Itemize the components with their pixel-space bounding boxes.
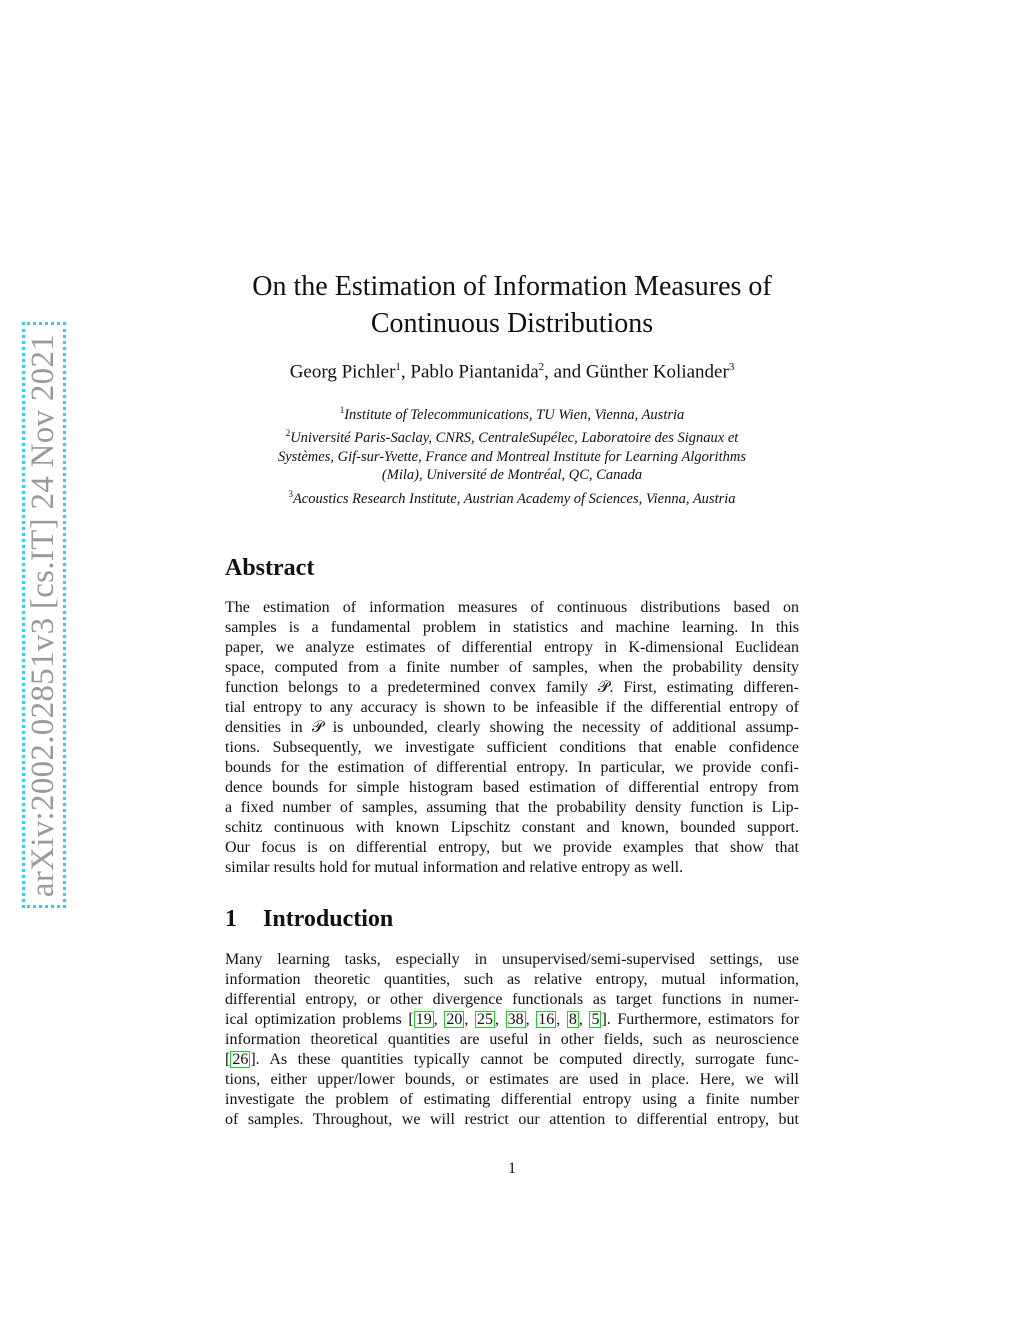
abstract-line: paper, we analyze estimates of differential entropy in K-dimensional Euclidean [225, 639, 799, 656]
intro-line: investigate the problem of estimating differential entropy using a finite number [225, 1091, 799, 1108]
section-title: Introduction [263, 906, 394, 932]
affiliation-1 [220, 401, 804, 424]
abstract-line: space, computed from a finite number of samples, when the probability density [225, 659, 799, 676]
affiliations [220, 401, 804, 508]
intro-line: Many learning tasks, especially in unsupervised/semi-supervised settings, use [225, 951, 799, 968]
introduction-body [225, 950, 799, 1130]
abstract-line: densities in 𝒫 is unbounded, clearly showing the necessity of additional assump- [225, 719, 799, 736]
intro-line-citations: ical optimization problems [ 19 , 20 , 25 , 38 , 16 , 8 , 5 ]. Furthermore, estimators for [225, 1011, 800, 1028]
title-line-1: On the Estimation of Information Measures of [252, 271, 772, 302]
intro-line: information theoretical quantities are useful in other fields, such as neuroscience [225, 1031, 799, 1048]
abstract-line: dence bounds for simple histogram based estimation of differential entropy from [225, 779, 799, 796]
intro-line: information theoretic quantities, such as relative entropy, mutual information, [225, 971, 799, 988]
affiliation-1-text: Institute of Telecommunications, TU Wien, Vienna, Austria [344, 406, 685, 423]
citation-link[interactable]: 26 [232, 1051, 249, 1068]
author-list [180, 361, 844, 383]
citation-link[interactable]: 8 [568, 1011, 577, 1028]
abstract-line: samples is a fundamental problem in statistics and machine learning. In this [225, 619, 799, 636]
affiliation-1-marker: 1 [339, 405, 345, 415]
abstract-line: function belongs to a predetermined convex family 𝒫. First, estimating differen- [225, 679, 799, 696]
citation-link[interactable]: 16 [538, 1011, 555, 1028]
author-3-affil: 3 [728, 361, 735, 373]
abstract-line: a fixed number of samples, assuming that the probability density function is Lip- [225, 799, 799, 816]
citation-link[interactable]: 25 [476, 1011, 493, 1028]
citation-link[interactable]: 5 [591, 1011, 600, 1028]
affiliation-3-text: Acoustics Research Institute, Austrian Academy of Sciences, Vienna, Austria [292, 490, 736, 507]
affiliation-2 [220, 424, 804, 447]
arxiv-id: arXiv:2002.02851v3 [cs.IT] 24 Nov 2021 [25, 333, 62, 897]
affiliation-2-text: Université Paris-Saclay, CNRS, CentraleSupélec, Laboratoire des Signaux et [290, 430, 739, 447]
intro-line: differential entropy, or other divergence functionals as target functions in numer- [225, 991, 799, 1008]
author-2: , Pablo Piantanida [400, 361, 539, 383]
affiliation-3 [220, 485, 804, 508]
abstract-heading: Abstract [225, 555, 315, 581]
intro-text: ]. As these quantities typically cannot be computed directly, surrogate func- [250, 1051, 799, 1068]
intro-text: ical optimization problems [ [225, 1011, 414, 1028]
page-number: 1 [508, 1160, 516, 1177]
abstract-line: bounds for the estimation of differential entropy. In particular, we provide confi- [225, 759, 799, 776]
abstract-line: schitz continuous with known Lipschitz constant and known, bounded support. [225, 819, 799, 836]
abstract-line: similar results hold for mutual information and relative entropy as well. [225, 859, 684, 876]
author-1-affil: 1 [395, 361, 401, 373]
section-number: 1 [225, 906, 237, 932]
citation-link[interactable]: 38 [507, 1011, 524, 1028]
citation-link[interactable]: 19 [415, 1011, 432, 1028]
abstract-line: Our focus is on differential entropy, but we provide examples that show that [225, 839, 799, 856]
affiliation-3-marker: 3 [288, 488, 293, 499]
affiliation-2-cont: Systèmes, Gif-sur-Yvette, France and Montreal Institute for Learning Algorithms [278, 448, 746, 465]
intro-text: ]. Furthermore, estimators for [601, 1011, 800, 1028]
introduction-heading [225, 906, 393, 933]
intro-text: [ [225, 1051, 231, 1068]
citation-link[interactable]: 20 [446, 1011, 463, 1028]
abstract-line: tions. Subsequently, we investigate sufficient conditions that enable confidence [225, 739, 799, 756]
abstract-body [225, 598, 799, 878]
affiliation-2-marker: 2 [285, 428, 291, 439]
intro-line: tions, either upper/lower bounds, or estimates are used in place. Here, we will [225, 1071, 799, 1088]
author-3: , and Günther Koliander [544, 361, 729, 383]
intro-line-citation [225, 1050, 799, 1070]
paper-title [200, 268, 824, 342]
abstract-line: tial entropy to any accuracy is shown to be infeasible if the differential entropy of [225, 699, 799, 716]
intro-line: of samples. Throughout, we will restrict our attention to differential entropy, but [225, 1111, 799, 1128]
arxiv-stamp [22, 322, 66, 908]
affiliation-2-cont-2: (Mila), Université de Montréal, QC, Canada [381, 467, 643, 484]
author-1: Georg Pichler [289, 361, 396, 383]
abstract-line: The estimation of information measures of continuous distributions based on [225, 599, 799, 616]
title-line-2: Continuous Distributions [370, 308, 654, 339]
author-2-affil: 2 [538, 361, 545, 373]
